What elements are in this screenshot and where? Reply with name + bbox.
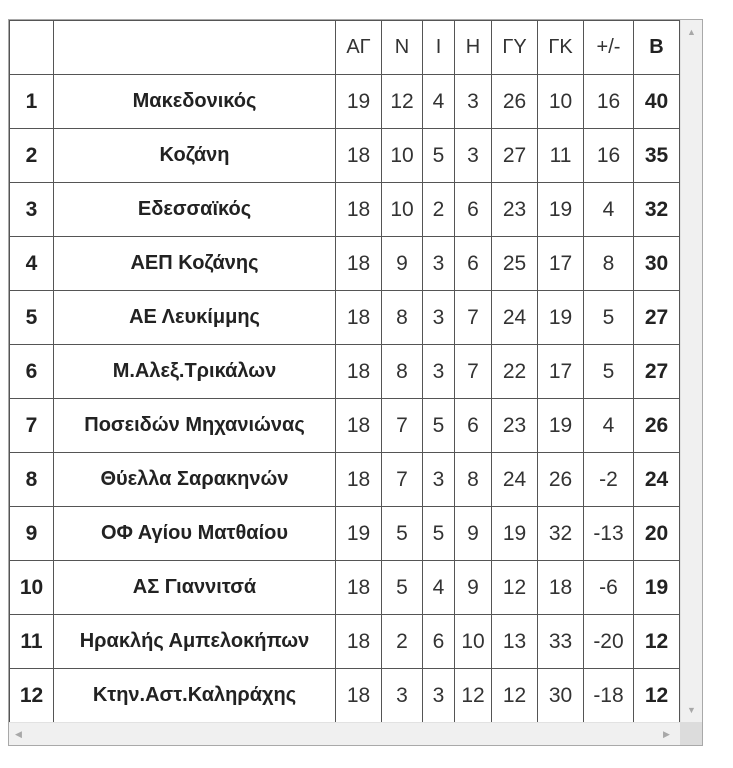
wins-cell: 5 xyxy=(382,507,423,561)
points-cell: 30 xyxy=(634,237,680,291)
position-cell: 7 xyxy=(10,399,54,453)
points-cell: 40 xyxy=(634,75,680,129)
losses-cell: 6 xyxy=(455,399,492,453)
played-cell: 18 xyxy=(336,453,382,507)
points-cell: 26 xyxy=(634,399,680,453)
points-cell: 24 xyxy=(634,453,680,507)
scrollbar-corner xyxy=(680,722,702,745)
points-cell: 27 xyxy=(634,291,680,345)
wins-cell: 10 xyxy=(382,129,423,183)
draws-cell: 4 xyxy=(423,75,455,129)
draws-cell: 6 xyxy=(423,615,455,669)
horizontal-scrollbar[interactable] xyxy=(9,722,680,746)
points-cell: 35 xyxy=(634,129,680,183)
played-cell: 18 xyxy=(336,345,382,399)
played-cell: 18 xyxy=(336,669,382,723)
goals-for-cell: 27 xyxy=(492,129,538,183)
table-row xyxy=(10,345,680,399)
team-name-cell: Εδεσσαϊκός xyxy=(54,183,336,237)
table-row xyxy=(10,561,680,615)
draws-cell: 3 xyxy=(423,291,455,345)
losses-cell: 6 xyxy=(455,183,492,237)
position-cell: 5 xyxy=(10,291,54,345)
table-row xyxy=(10,183,680,237)
goal-diff-cell: 16 xyxy=(584,75,634,129)
goal-diff-cell: -13 xyxy=(584,507,634,561)
header-losses: Η xyxy=(455,21,492,75)
goals-against-cell: 10 xyxy=(538,75,584,129)
draws-cell: 4 xyxy=(423,561,455,615)
vertical-scrollbar[interactable] xyxy=(680,20,703,722)
table-row xyxy=(10,75,680,129)
table-row xyxy=(10,237,680,291)
losses-cell: 3 xyxy=(455,75,492,129)
wins-cell: 7 xyxy=(382,453,423,507)
table-row xyxy=(10,615,680,669)
played-cell: 18 xyxy=(336,183,382,237)
goals-against-cell: 33 xyxy=(538,615,584,669)
goals-against-cell: 30 xyxy=(538,669,584,723)
goals-against-cell: 19 xyxy=(538,183,584,237)
team-name-cell: ΑΕ Λευκίμμης xyxy=(54,291,336,345)
goals-for-cell: 19 xyxy=(492,507,538,561)
goals-for-cell: 24 xyxy=(492,291,538,345)
table-row xyxy=(10,129,680,183)
goals-for-cell: 12 xyxy=(492,669,538,723)
points-cell: 20 xyxy=(634,507,680,561)
position-cell: 10 xyxy=(10,561,54,615)
wins-cell: 7 xyxy=(382,399,423,453)
losses-cell: 8 xyxy=(455,453,492,507)
goal-diff-cell: 5 xyxy=(584,345,634,399)
table-row xyxy=(10,669,680,723)
position-cell: 3 xyxy=(10,183,54,237)
position-cell: 11 xyxy=(10,615,54,669)
played-cell: 18 xyxy=(336,129,382,183)
losses-cell: 7 xyxy=(455,291,492,345)
goals-against-cell: 11 xyxy=(538,129,584,183)
points-cell: 27 xyxy=(634,345,680,399)
goals-for-cell: 13 xyxy=(492,615,538,669)
scroll-down-arrow-icon[interactable]: ▼ xyxy=(687,705,696,715)
standings-table xyxy=(9,20,680,723)
losses-cell: 7 xyxy=(455,345,492,399)
goals-for-cell: 22 xyxy=(492,345,538,399)
points-cell: 19 xyxy=(634,561,680,615)
losses-cell: 9 xyxy=(455,561,492,615)
draws-cell: 5 xyxy=(423,399,455,453)
goals-for-cell: 24 xyxy=(492,453,538,507)
draws-cell: 3 xyxy=(423,669,455,723)
position-cell: 1 xyxy=(10,75,54,129)
team-name-cell: Μακεδονικός xyxy=(54,75,336,129)
team-name-cell: Ποσειδών Μηχανιώνας xyxy=(54,399,336,453)
table-row xyxy=(10,453,680,507)
table-row xyxy=(10,507,680,561)
goal-diff-cell: -18 xyxy=(584,669,634,723)
goals-against-cell: 19 xyxy=(538,291,584,345)
team-name-cell: ΟΦ Αγίου Ματθαίου xyxy=(54,507,336,561)
standings-table-container xyxy=(8,19,703,746)
scroll-left-arrow-icon[interactable]: ◀ xyxy=(15,729,22,739)
goal-diff-cell: 8 xyxy=(584,237,634,291)
team-name-cell: Μ.Αλεξ.Τρικάλων xyxy=(54,345,336,399)
played-cell: 18 xyxy=(336,615,382,669)
draws-cell: 3 xyxy=(423,345,455,399)
losses-cell: 3 xyxy=(455,129,492,183)
team-name-cell: Κοζάνη xyxy=(54,129,336,183)
table-row xyxy=(10,291,680,345)
scroll-up-arrow-icon[interactable]: ▲ xyxy=(687,27,696,37)
scroll-right-arrow-icon[interactable]: ▶ xyxy=(663,729,670,739)
losses-cell: 10 xyxy=(455,615,492,669)
header-goal-diff: +/- xyxy=(584,21,634,75)
wins-cell: 8 xyxy=(382,291,423,345)
losses-cell: 6 xyxy=(455,237,492,291)
wins-cell: 3 xyxy=(382,669,423,723)
goals-against-cell: 26 xyxy=(538,453,584,507)
header-draws: Ι xyxy=(423,21,455,75)
points-cell: 12 xyxy=(634,669,680,723)
played-cell: 18 xyxy=(336,237,382,291)
wins-cell: 10 xyxy=(382,183,423,237)
goals-for-cell: 23 xyxy=(492,183,538,237)
goal-diff-cell: 5 xyxy=(584,291,634,345)
wins-cell: 12 xyxy=(382,75,423,129)
goals-against-cell: 19 xyxy=(538,399,584,453)
points-cell: 12 xyxy=(634,615,680,669)
team-name-cell: Κτην.Αστ.Καληράχης xyxy=(54,669,336,723)
goals-against-cell: 32 xyxy=(538,507,584,561)
team-name-cell: ΑΕΠ Κοζάνης xyxy=(54,237,336,291)
goal-diff-cell: -20 xyxy=(584,615,634,669)
header-goals-against: ΓΚ xyxy=(538,21,584,75)
played-cell: 18 xyxy=(336,561,382,615)
goal-diff-cell: 4 xyxy=(584,399,634,453)
goal-diff-cell: 16 xyxy=(584,129,634,183)
position-cell: 12 xyxy=(10,669,54,723)
draws-cell: 5 xyxy=(423,129,455,183)
goal-diff-cell: 4 xyxy=(584,183,634,237)
played-cell: 18 xyxy=(336,291,382,345)
wins-cell: 8 xyxy=(382,345,423,399)
header-goals-for: ΓΥ xyxy=(492,21,538,75)
header-team xyxy=(54,21,336,75)
header-points: Β xyxy=(634,21,680,75)
table-row xyxy=(10,399,680,453)
wins-cell: 5 xyxy=(382,561,423,615)
draws-cell: 2 xyxy=(423,183,455,237)
team-name-cell: ΑΣ Γιαννιτσά xyxy=(54,561,336,615)
team-name-cell: Ηρακλής Αμπελοκήπων xyxy=(54,615,336,669)
played-cell: 19 xyxy=(336,507,382,561)
table-header-row xyxy=(10,21,680,75)
header-position xyxy=(10,21,54,75)
goals-for-cell: 25 xyxy=(492,237,538,291)
goals-for-cell: 26 xyxy=(492,75,538,129)
goal-diff-cell: -2 xyxy=(584,453,634,507)
draws-cell: 5 xyxy=(423,507,455,561)
goals-for-cell: 12 xyxy=(492,561,538,615)
position-cell: 8 xyxy=(10,453,54,507)
team-name-cell: Θύελλα Σαρακηνών xyxy=(54,453,336,507)
wins-cell: 9 xyxy=(382,237,423,291)
goals-against-cell: 18 xyxy=(538,561,584,615)
played-cell: 18 xyxy=(336,399,382,453)
position-cell: 6 xyxy=(10,345,54,399)
points-cell: 32 xyxy=(634,183,680,237)
position-cell: 9 xyxy=(10,507,54,561)
goals-against-cell: 17 xyxy=(538,345,584,399)
losses-cell: 9 xyxy=(455,507,492,561)
played-cell: 19 xyxy=(336,75,382,129)
losses-cell: 12 xyxy=(455,669,492,723)
goals-against-cell: 17 xyxy=(538,237,584,291)
position-cell: 2 xyxy=(10,129,54,183)
draws-cell: 3 xyxy=(423,453,455,507)
goals-for-cell: 23 xyxy=(492,399,538,453)
goal-diff-cell: -6 xyxy=(584,561,634,615)
header-played: ΑΓ xyxy=(336,21,382,75)
wins-cell: 2 xyxy=(382,615,423,669)
position-cell: 4 xyxy=(10,237,54,291)
header-wins: Ν xyxy=(382,21,423,75)
draws-cell: 3 xyxy=(423,237,455,291)
